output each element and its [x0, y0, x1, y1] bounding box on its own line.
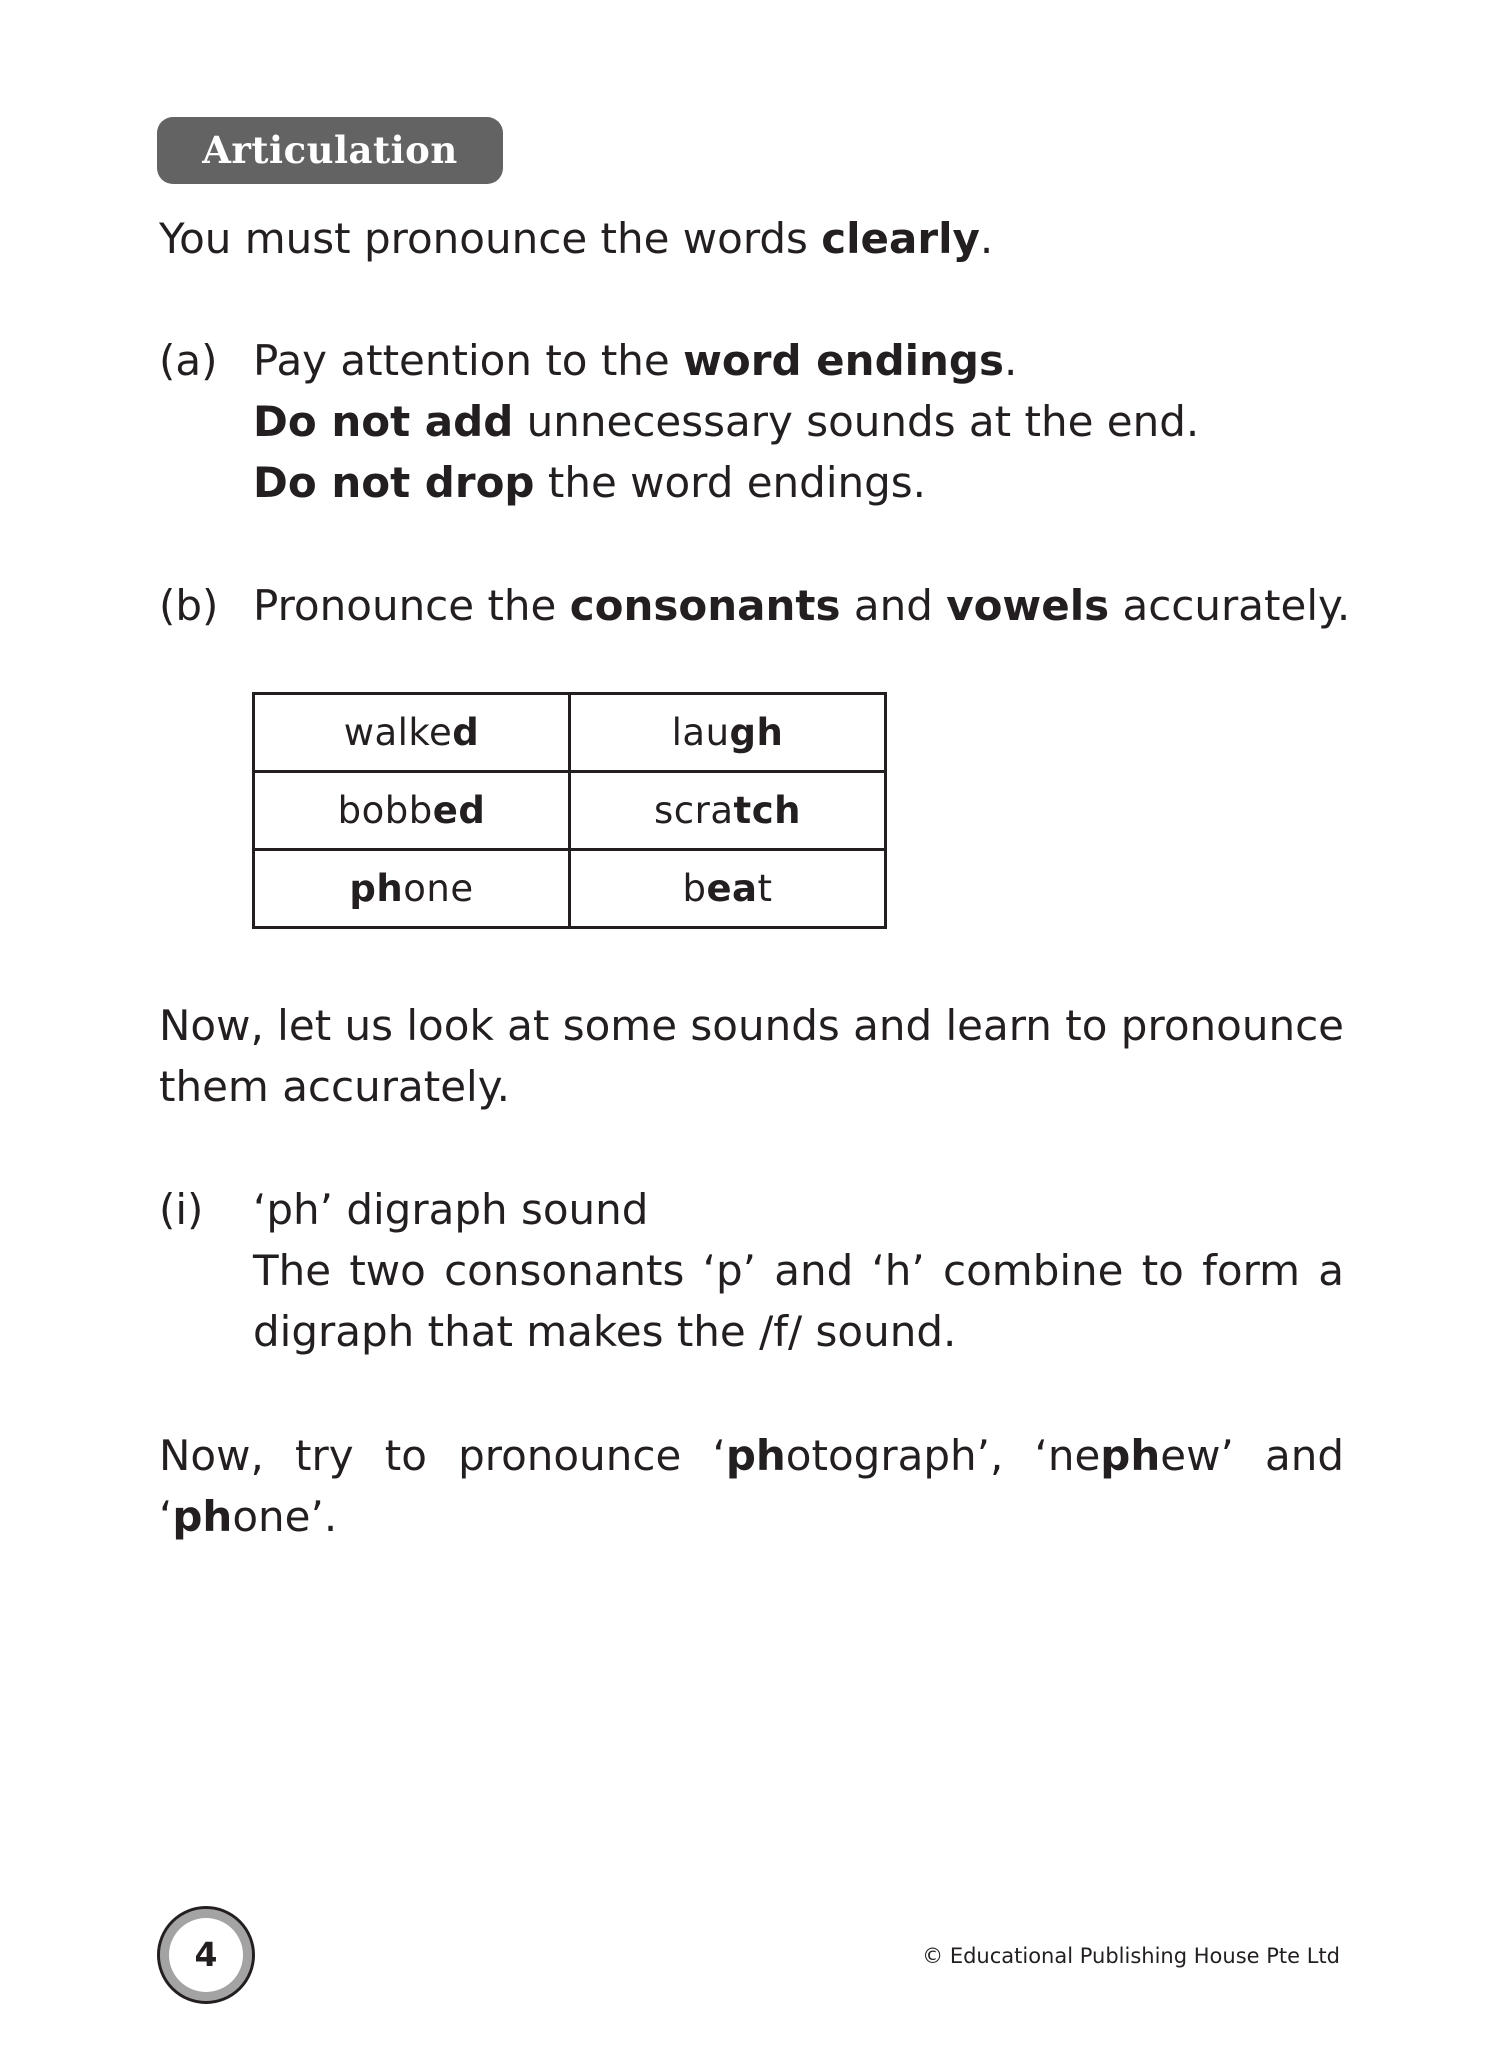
table-row	[254, 694, 886, 772]
page-number: 4	[194, 1935, 218, 1974]
now-intro-paragraph	[159, 995, 1344, 1117]
item-i-heading: ‘ph’ digraph sound	[253, 1185, 649, 1234]
table-row	[254, 850, 886, 928]
item-b-line: Pronounce the consonants and vowels accurately.	[253, 581, 1351, 630]
now-intro-line-2: them accurately.	[159, 1062, 510, 1111]
item-a-line-2: Do not add unnecessary sounds at the end.	[253, 397, 1200, 446]
item-a-line-1: Pay attention to the word endings.	[253, 336, 1018, 385]
table-cell: bobbed	[254, 772, 570, 850]
section-title-badge	[157, 117, 503, 184]
list-marker: (i)	[159, 1185, 204, 1234]
item-i-line-1: The two consonants ‘p’ and ‘h’ combine to form a	[253, 1246, 1344, 1295]
page-number-badge	[157, 1906, 255, 2004]
section-title: Articulation	[202, 128, 458, 172]
intro-paragraph: You must pronounce the words clearly.	[159, 214, 994, 263]
table-cell: phone	[254, 850, 570, 928]
word-table	[252, 692, 887, 929]
table-cell: laugh	[570, 694, 886, 772]
now-try-line-2: ‘phone’.	[159, 1492, 338, 1541]
table-cell: walked	[254, 694, 570, 772]
list-marker: (b)	[159, 581, 219, 630]
table-cell: scratch	[570, 772, 886, 850]
item-i-line-2: digraph that makes the /f/ sound.	[253, 1307, 957, 1356]
table-row	[254, 772, 886, 850]
list-marker: (a)	[159, 336, 218, 385]
now-try-line-1: Now, try to pronounce ‘photograph’, ‘nephew’ and	[159, 1431, 1345, 1480]
item-a-line-3: Do not drop the word endings.	[253, 458, 927, 507]
table-cell: beat	[570, 850, 886, 928]
now-intro-line-1: Now, let us look at some sounds and learn to pronounce	[159, 1001, 1344, 1050]
now-try-paragraph	[159, 1425, 1344, 1547]
copyright-notice: © Educational Publishing House Pte Ltd	[922, 1944, 1340, 1968]
